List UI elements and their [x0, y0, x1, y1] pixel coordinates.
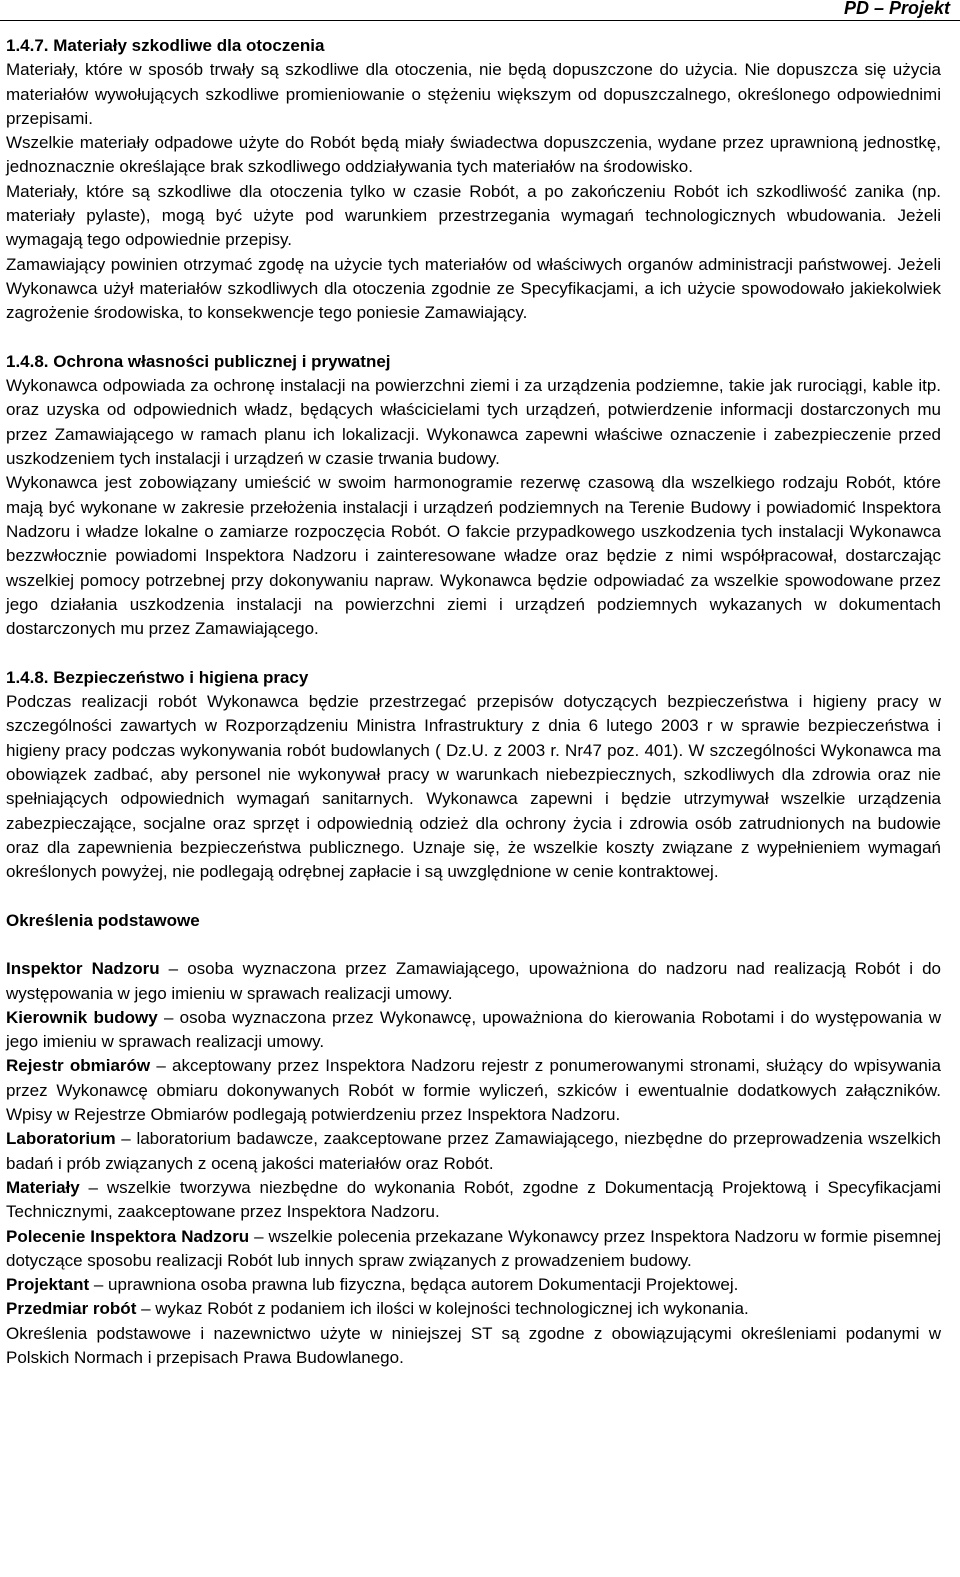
paragraph: Podczas realizacji robót Wykonawca będzie przestrzegać przepisów dotyczących bezpieczeństwa i higieny pracy w szczególności zawartych w Rozporządzeniu Ministra Infrastruktury z dnia 6 lutego 2003 r w sprawie bezpieczeństwa i higieny pracy podczas wykonywania robót budowlanych ( Dz.U. z 2003 r. Nr47 poz. 401). W szczególności Wykonawca ma obowiązek zadbać, aby personel nie wykonywał pracy w warunkach niebezpiecznych, szkodliwych dla zdrowia oraz nie spełniających odpowiednich wymagań sanitarnych. Wykonawca zapewni i będzie utrzymywał wszelkie urządzenia zabezpieczające, socjalne oraz sprzęt i odpowiednią odzież dla ochrony życia i zdrowia osób zatrudnionych na budowie oraz dla zapewnienia bezpieczeństwa publicznego. Uznaje się, że wszelkie koszty związane z wypełnieniem wymagań określonych powyżej, nie podlegają odrębnej zapłacie i są uwzględnione w cenie kontraktowej.	[6, 692, 941, 882]
definition-item	[6, 1273, 941, 1297]
paragraph: Wykonawca odpowiada za ochronę instalacji na powierzchni ziemi i za urządzenia podziemne, takie jak rurociągi, kable itp. oraz uzyska od odpowiednich władz, będących właścicielami tych urządzeń, potwierdzenie informacji dostarczonych mu przez Zamawiającego w ramach planu ich lokalizacji. Wykonawca zapewni właściwe oznaczenie i zabezpieczenie przed uszkodzeniem tych instalacji i urządzeń w czasie trwania budowy.	[6, 376, 941, 469]
definition-item	[6, 1127, 941, 1176]
definition-term: Projektant	[6, 1275, 90, 1295]
definition-text: – wykaz Robót z podaniem ich ilości w kolejności technologicznej ich wykonania.	[136, 1299, 749, 1319]
definition-term: Laboratorium	[6, 1129, 116, 1149]
definition-item	[6, 957, 941, 1006]
paragraph: Materiały, które w sposób trwały są szkodliwe dla otoczenia, nie będą dopuszczone do użycia. Nie dopuszcza się użycia materiałów wywołujących szkodliwe promieniowanie o stężeniu większym od dopuszczalnego, określonego odpowiednimi przepisami.	[6, 60, 941, 128]
definition-text: – uprawniona osoba prawna lub fizyczna, będąca autorem Dokumentacji Projektowej.	[89, 1275, 739, 1295]
definition-item	[6, 1006, 941, 1055]
definition-text: – laboratorium badawcze, zaakceptowane przez Zamawiającego, niezbędne do przeprowadzenia wszelkich badań i prób związanych z oceną jakości materiałów oraz Robót.	[6, 1129, 941, 1173]
definition-text: – akceptowany przez Inspektora Nadzoru rejestr z ponumerowanymi stronami, służący do wpisywania przez Wykonawcę obmiaru dokonywanych Robót w formie wyliczeń, szkiców i ewentualnie dodatkowych załączników. Wpisy w Rejestrze Obmiarów podlegają potwierdzeniu przez Inspektora Nadzoru.	[6, 1056, 942, 1125]
definition-text: – wszelkie polecenia przekazane Wykonawcy przez Inspektora Nadzoru w formie pisemnej dotyczące sposobu realizacji Robót lub innych spraw związanych z prowadzeniem budowy.	[6, 1226, 942, 1270]
paragraph: Zamawiający powinien otrzymać zgodę na użycie tych materiałów od właściwych organów administracji państwowej. Jeżeli Wykonawca użył materiałów szkodliwych dla otoczenia zgodnie ze Specyfikacjami, a ich użycie spowodowało jakiekolwiek zagrożenie środowiska, to konsekwencje tego poniesie Zamawiający.	[6, 254, 941, 323]
definition-term: Rejestr obmiarów	[6, 1056, 151, 1076]
definition-term: Materiały	[6, 1177, 80, 1197]
definition-text: – osoba wyznaczona przez Zamawiającego, upoważniona do nadzoru nad realizacją Robót i do występowania w jego imieniu w sprawach realizacji umowy.	[6, 959, 941, 1003]
paragraph: Materiały, które są szkodliwe dla otoczenia tylko w czasie Robót, a po zakończeniu Robót ich szkodliwość zanika (np. materiały pylaste), mogą być użyte pod warunkiem przestrzegania wymagań technologicznych wbudowania. Jeżeli wymagają tego odpowiednie przepisy.	[6, 181, 941, 250]
definition-item	[6, 1054, 941, 1127]
definitions-heading: Określenia podstawowe	[6, 910, 200, 930]
definition-item	[6, 1176, 941, 1225]
definition-text: – wszelkie tworzywa niezbędne do wykonania Robót, zgodne z Dokumentacją Projektową i Specyfikacjami Technicznymi, zaakceptowane przez Inspektora Nadzoru.	[6, 1177, 941, 1222]
section-heading-1-4-8-bhp: 1.4.8. Bezpieczeństwo i higiena pracy	[6, 667, 309, 687]
definitions-closing: Określenia podstawowe i nazewnictwo użyte w niniejszej ST są zgodne z obowiązującymi określeniami podanymi w Polskich Normach i przepisach Prawa Budowlanego.	[6, 1323, 941, 1368]
section-heading-1-4-7: 1.4.7. Materiały szkodliwe dla otoczenia	[6, 36, 325, 55]
definition-term: Przedmiar robót	[6, 1299, 137, 1319]
section-heading-1-4-8-ochrona: 1.4.8. Ochrona własności publicznej i prywatnej	[6, 351, 391, 371]
definition-term: Inspektor Nadzoru	[6, 959, 160, 979]
page-header	[0, 0, 960, 21]
definition-term: Kierownik budowy	[6, 1007, 158, 1027]
paragraph: Wszelkie materiały odpadowe użyte do Robót będą miały świadectwa dopuszczenia, wydane przez uprawnioną jednostkę, jednoznacznie określające brak szkodliwego oddziaływania tych materiałów na środowisko.	[6, 133, 941, 177]
definition-item	[6, 1225, 941, 1274]
definition-term: Polecenie Inspektora Nadzoru	[6, 1226, 250, 1246]
header-title: PD – Projekt	[843, 0, 950, 18]
document-body	[6, 34, 941, 1370]
paragraph: Wykonawca jest zobowiązany umieścić w swoim harmonogramie rezerwę czasową dla wszelkiego rodzaju Robót, które mają być wykonane w zakresie przełożenia instalacji i urządzeń podziemnych na Terenie Budowy i powiadomić Inspektora Nadzoru i władze lokalne o zamiarze rozpoczęcia Robót. O fakcie przypadkowego uszkodzenia tych instalacji Wykonawca bezzwłocznie powiadomi Inspektora Nadzoru i zainteresowane władze oraz będzie z nimi współpracował, dostarczając wszelkiej pomocy potrzebnej przy dokonywaniu napraw. Wykonawca będzie odpowiadać za wszelkie spowodowane przez jego działania uszkodzenia instalacji na powierzchni ziemi i urządzeń podziemnych wykazanych w dokumentach dostarczonych mu przez Zamawiającego.	[6, 473, 941, 639]
definition-item	[6, 1297, 941, 1321]
definition-text: – osoba wyznaczona przez Wykonawcę, upoważniona do kierowania Robotami i do występowania w jego imieniu w sprawach realizacji umowy.	[6, 1007, 941, 1052]
